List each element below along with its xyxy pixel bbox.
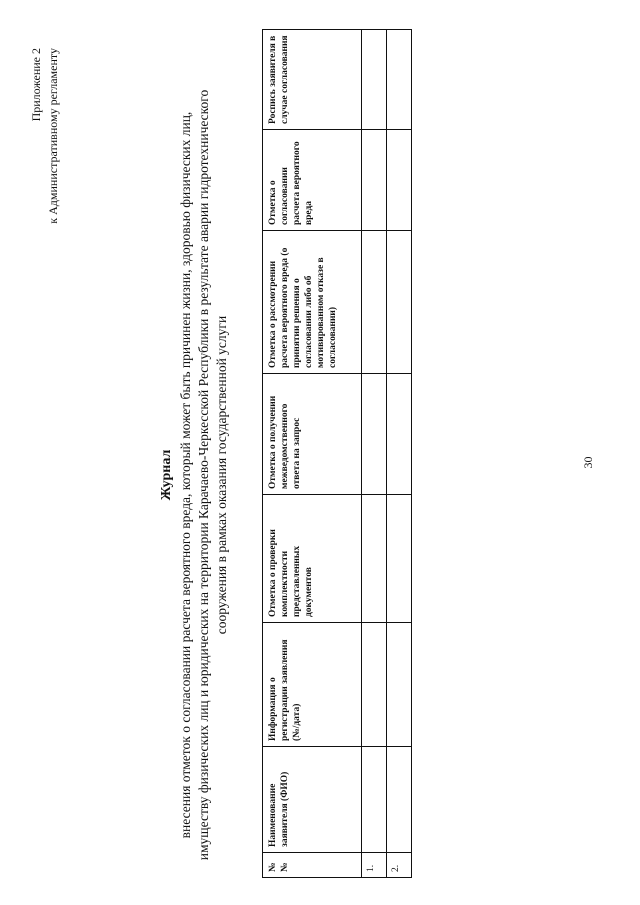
table-row bbox=[387, 30, 412, 878]
table-cell bbox=[387, 30, 412, 130]
header-cell-applicant-name: Наименование заявителя (ФИО) bbox=[263, 747, 362, 853]
table-cell bbox=[387, 495, 412, 623]
header-cell-registration-info: Информация о регистрации заявления (№/дата) bbox=[263, 623, 362, 747]
table-cell bbox=[362, 130, 387, 231]
journal-table bbox=[262, 29, 412, 878]
row-number-cell: 1. bbox=[362, 853, 387, 878]
table-cell bbox=[362, 30, 387, 130]
title-line-1: внесения отметок о согласовании расчета вероятного вреда, который может быть причинен жизни, здоровью физических лиц, bbox=[178, 111, 193, 839]
appendix-note bbox=[28, 48, 62, 224]
header-cell-review-mark: Отметка о рассмотрении расчета вероятного вреда (о принятии решения о согласовании либо об мотивированном отказе в согласовании) bbox=[263, 231, 362, 374]
table-cell bbox=[362, 623, 387, 747]
table-cell bbox=[387, 231, 412, 374]
appendix-line-1: Приложение 2 bbox=[29, 48, 43, 122]
title-heading: Журнал bbox=[159, 449, 174, 501]
table-cell bbox=[387, 623, 412, 747]
table-cell bbox=[362, 495, 387, 623]
title-line-2: имуществу физических лиц и юридических на территории Карачаево-Черкесской Республики в результате аварии гидротехнического bbox=[196, 89, 211, 861]
table-cell bbox=[387, 747, 412, 853]
page-number: 30 bbox=[581, 456, 595, 469]
table-row bbox=[362, 30, 387, 878]
table-header-row bbox=[263, 30, 362, 878]
header-cell-applicant-signature: Роспись заявителя в случае согласования bbox=[263, 30, 362, 130]
appendix-line-2: к Административному регламенту bbox=[46, 48, 60, 224]
table-cell bbox=[387, 374, 412, 495]
row-number-cell: 2. bbox=[387, 853, 412, 878]
header-cell-approval-mark: Отметка о согласовании расчета вероятного вреда bbox=[263, 130, 362, 231]
header-cell-interdepartmental-response: Отметка о получении межведомственного ответа на запрос bbox=[263, 374, 362, 495]
table-cell bbox=[387, 130, 412, 231]
header-cell-number: №№ bbox=[263, 853, 362, 878]
table-cell bbox=[362, 231, 387, 374]
header-cell-completeness-check: Отметка о проверки комплектности представленных документов bbox=[263, 495, 362, 623]
title-line-3: сооружения в рамках оказания государственной услуги bbox=[214, 315, 229, 635]
document-title bbox=[157, 45, 231, 905]
table-cell bbox=[362, 374, 387, 495]
table-cell bbox=[362, 747, 387, 853]
